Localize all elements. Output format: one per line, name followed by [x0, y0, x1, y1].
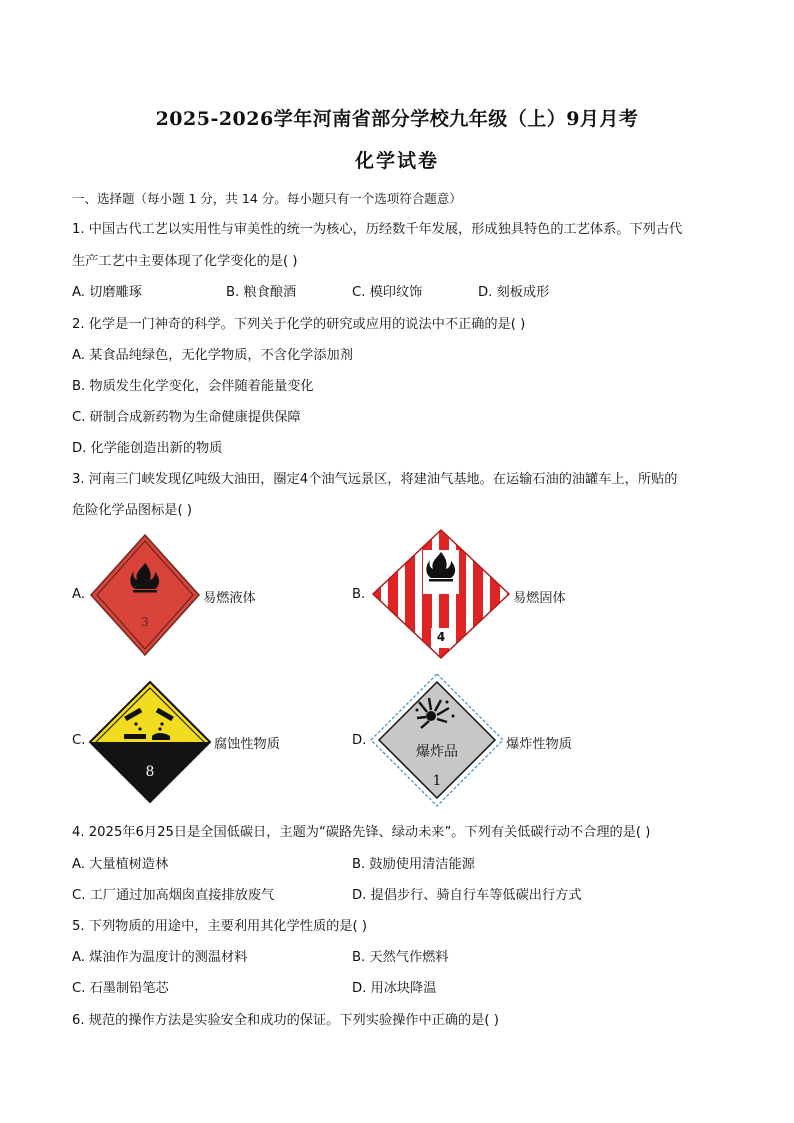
question-1-stem-line-2: 生产工艺中主要体现了化学变化的是( ): [72, 254, 298, 269]
corrosive-sign: [88, 680, 212, 804]
exam-title: 2025-2026学年河南省部分学校九年级（上）9月月考: [155, 108, 639, 130]
question-4-option-d: D. 提倡步行、骑自行车等低碳出行方式: [352, 888, 582, 903]
question-3-stem-line-2: 危险化学品图标是( ): [72, 503, 192, 518]
explosive-sign: [369, 672, 505, 808]
question-4-option-c: C. 工厂通过加高烟囱直接排放废气: [72, 888, 275, 903]
question-3-option-d-letter: D.: [352, 733, 367, 748]
question-2-option-c: C. 研制合成新药物为生命健康提供保障: [72, 410, 301, 425]
question-5-option-d: D. 用冰块降温: [352, 981, 437, 996]
sign-b-label: 易燃固体: [513, 591, 566, 606]
question-3-stem-line-1: 3. 河南三门峡发现亿吨级大油田，圈定4个油气远景区，将建油气基地。在运输石油的油罐车上，所贴的: [72, 472, 678, 487]
question-1-option-b: B. 粮食酿酒: [226, 285, 297, 300]
question-3-option-b-letter: B.: [352, 587, 366, 602]
flammable-liquid-sign: [89, 533, 201, 657]
sign-d-inner-text: 爆炸品: [416, 744, 458, 760]
question-1-option-d: D. 刻板成形: [478, 285, 550, 300]
question-1-option-c: C. 模印纹饰: [352, 285, 423, 300]
flammable-solid-sign: [371, 528, 511, 660]
sign-c-label: 腐蚀性物质: [214, 737, 280, 752]
question-5-option-b: B. 天然气作燃料: [352, 950, 449, 965]
question-2-option-a: A. 某食品纯绿色，无化学物质，不含化学添加剂: [72, 348, 353, 363]
question-2-option-d: D. 化学能创造出新的物质: [72, 441, 223, 456]
exam-subtitle: 化学试卷: [354, 150, 439, 172]
sign-d-label: 爆炸性物质: [506, 737, 572, 752]
sign-d-class-number: 1: [432, 773, 442, 789]
question-5-option-a: A. 煤油作为温度计的测温材料: [72, 950, 248, 965]
question-3-option-a-letter: A.: [72, 587, 85, 602]
question-4-option-b: B. 鼓励使用清洁能源: [352, 857, 475, 872]
question-5-option-c: C. 石墨制铅笔芯: [72, 981, 169, 996]
section-heading: 一、选择题（每小题 1 分，共 14 分。每小题只有一个选项符合题意）: [72, 191, 462, 206]
question-4-option-a: A. 大量植树造林: [72, 857, 169, 872]
sign-c-class-number: 8: [145, 764, 155, 780]
sign-a-class-number: 3: [141, 615, 149, 629]
sign-b-class-number: 4: [436, 630, 446, 644]
question-3-option-c-letter: C.: [72, 733, 86, 748]
question-5-stem: 5. 下列物质的用途中，主要利用其化学性质的是( ): [72, 919, 368, 934]
question-2-stem: 2. 化学是一门神奇的科学。下列关于化学的研究或应用的说法中不正确的是( ): [72, 317, 526, 332]
sign-a-label: 易燃液体: [203, 591, 256, 606]
question-2-option-b: B. 物质发生化学变化，会伴随着能量变化: [72, 379, 314, 394]
question-1-stem-line-1: 1. 中国古代工艺以实用性与审美性的统一为核心，历经数千年发展，形成独具特色的工艺体系。下列古代: [72, 222, 683, 237]
question-4-stem: 4. 2025年6月25日是全国低碳日，主题为“碳路先锋、绿动未来”。下列有关低碳行动不合理的是( ): [72, 825, 651, 840]
question-6-stem: 6. 规范的操作方法是实验安全和成功的保证。下列实验操作中正确的是( ): [72, 1013, 499, 1028]
question-1-option-a: A. 切磨雕琢: [72, 285, 142, 300]
